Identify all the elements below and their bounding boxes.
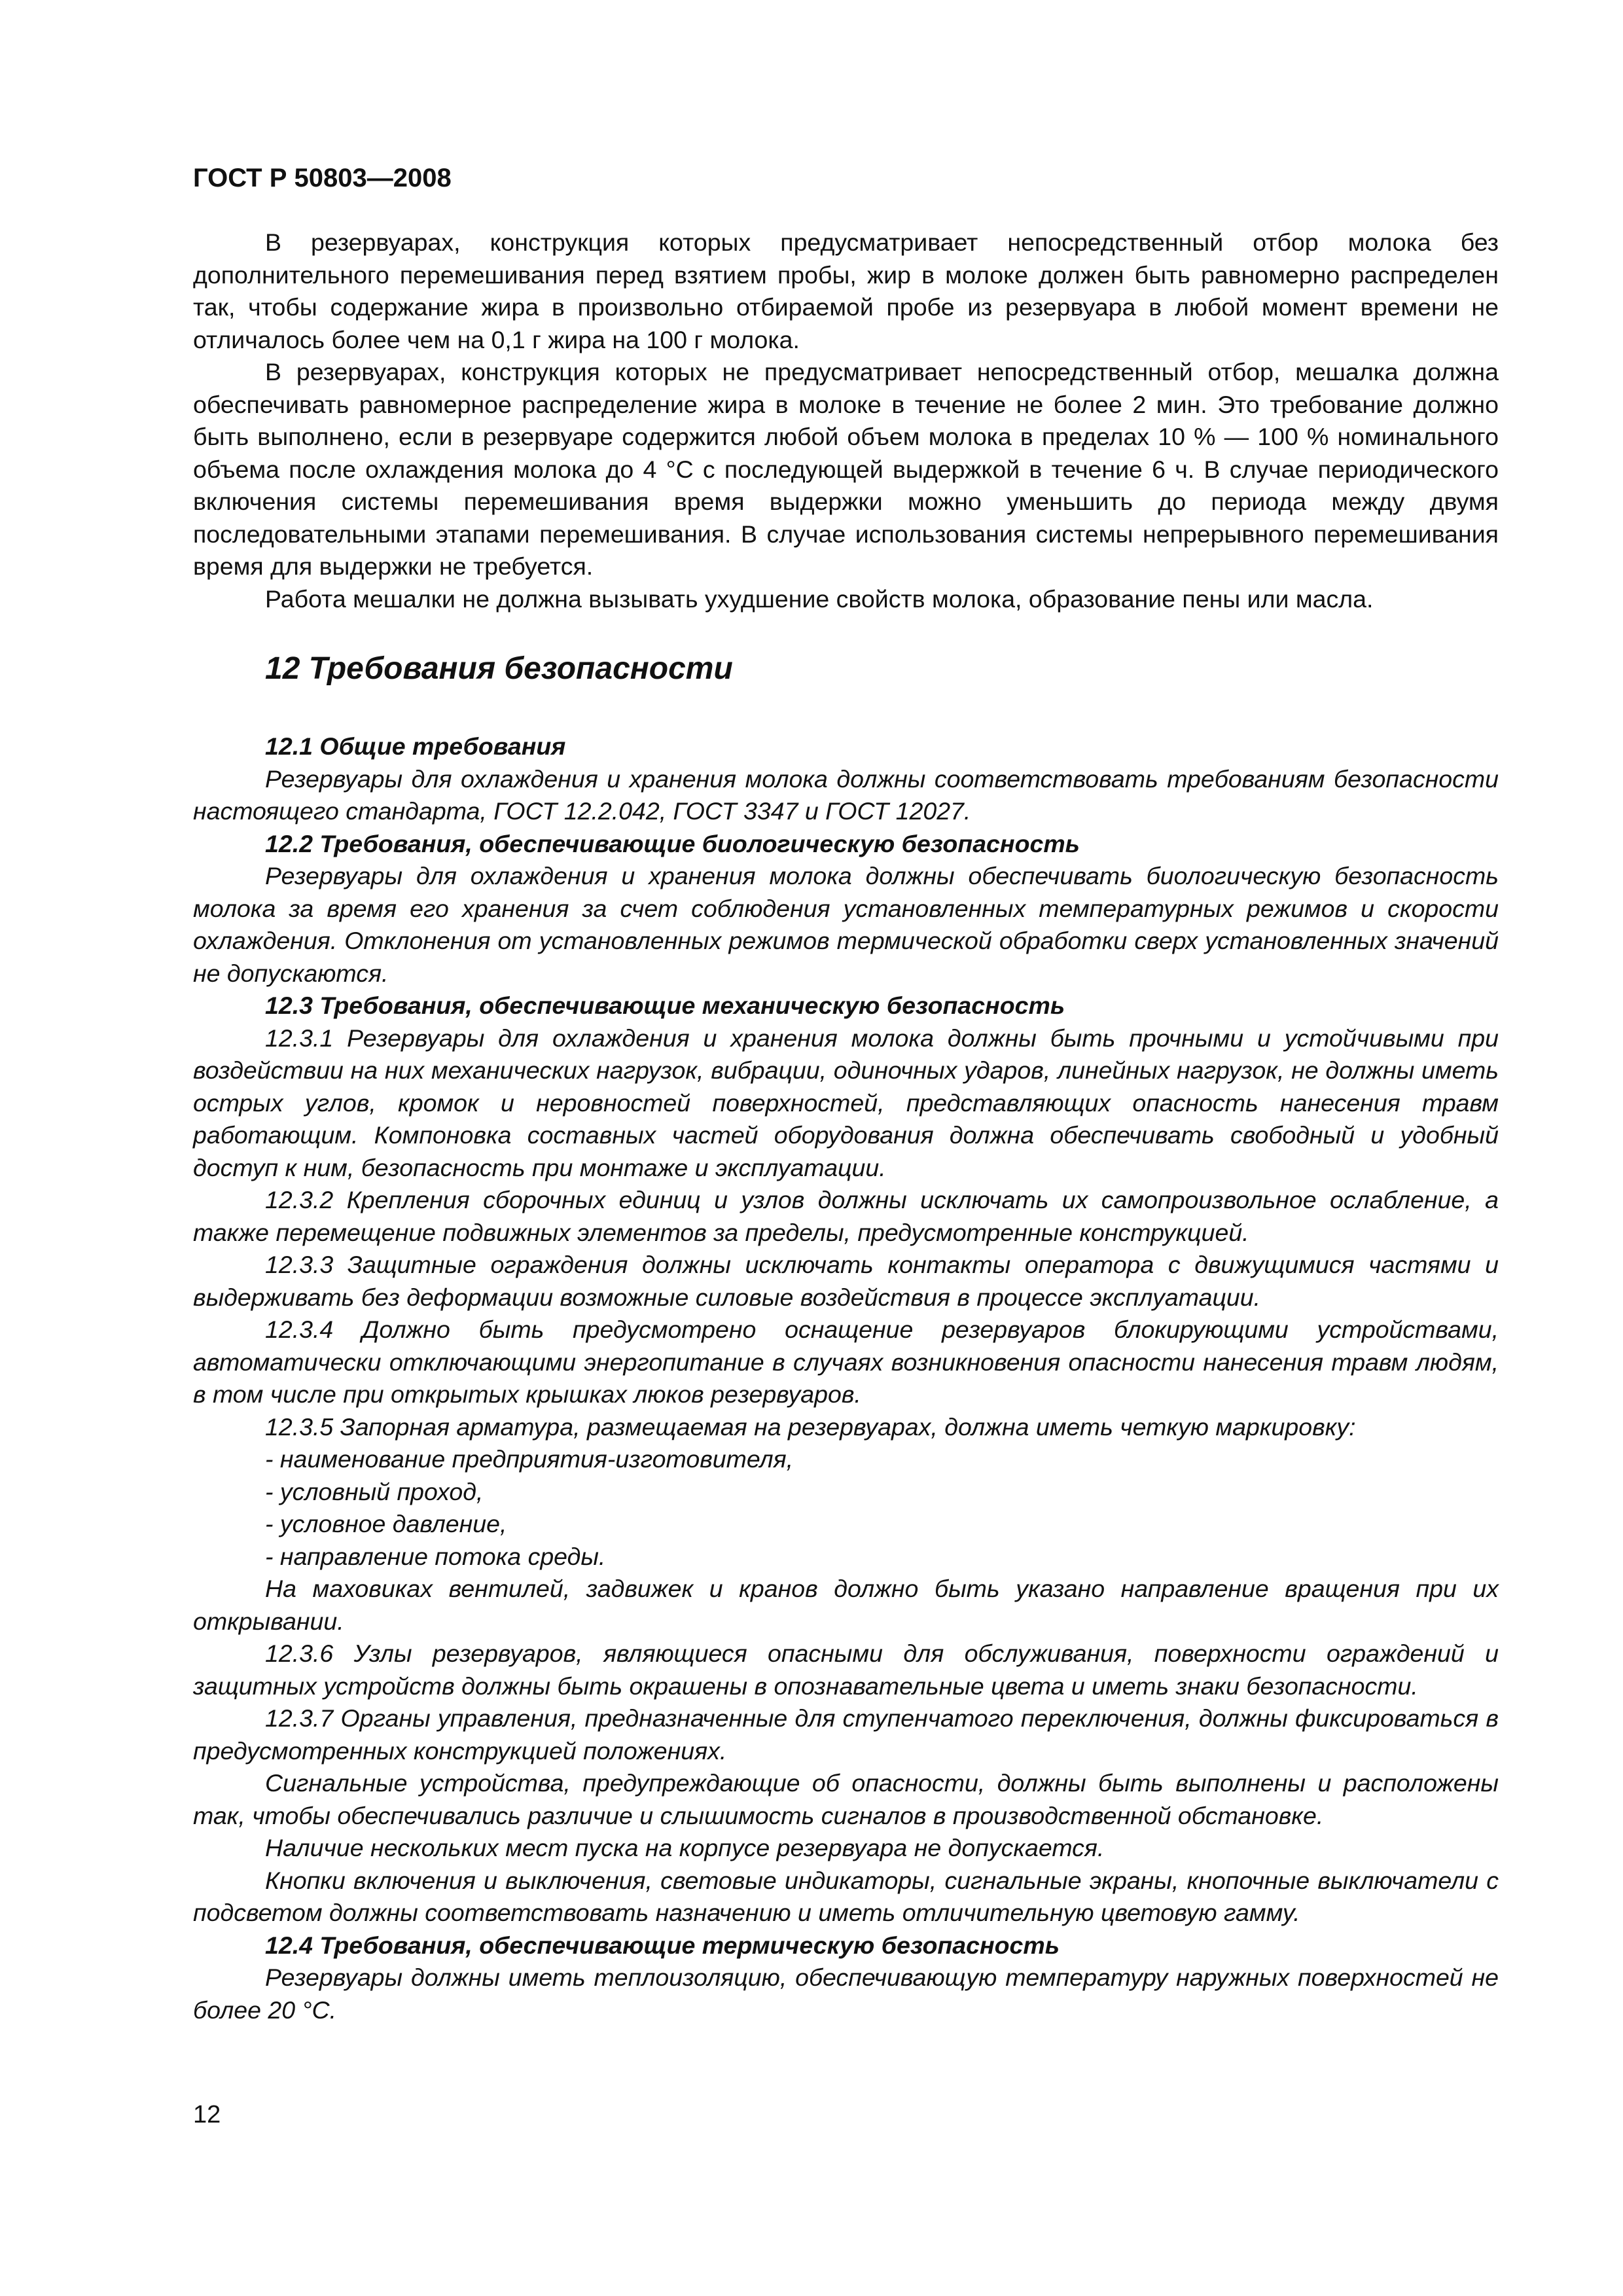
- subsection-12-2-heading: 12.2 Требования, обеспечивающие биологическую безопасность: [265, 829, 1080, 857]
- clause-12-3-1: 12.3.1 Резервуары для охлаждения и хранения молока должны быть прочными и устойчивыми при воздействии на них механических нагрузок, вибрации, одиночных ударов, линейных нагрузок, не должны иметь острых углов, кромок и неровностей поверхностей, представляющих опасность нанесения травм работающим. Компоновка составных частей оборудования должна обеспечивать свободный и удобный доступ к ним, безопасность при монтаже и эксплуатации.: [193, 1024, 1499, 1181]
- clause-12-3-2: 12.3.2 Крепления сборочных единиц и узлов должны исключать их самопроизвольное ослабление, а также перемещение подвижных элементов за пределы, предусмотренные конструкцией.: [193, 1186, 1499, 1246]
- document-body: [193, 226, 1499, 2026]
- page-number: 12: [193, 2101, 221, 2128]
- section-12-title: 12 Требования безопасности: [265, 651, 733, 686]
- subsection-12-3-heading: 12.3 Требования, обеспечивающие механическую безопасность: [265, 992, 1065, 1019]
- subsection-12-4-text: Резервуары должны иметь теплоизоляцию, обеспечивающую температуру наружных поверхностей не более 20 °С.: [193, 1964, 1499, 2024]
- clause-12-3-3: 12.3.3 Защитные ограждения должны исключать контакты оператора с движущимися частями и выдерживать без деформации возможные силовые воздействия в процессе эксплуатации.: [193, 1251, 1499, 1311]
- clause-12-3-7-start-points: Наличие нескольких мест пуска на корпусе резервуара не допускается.: [265, 1834, 1105, 1861]
- clause-12-3-7-buttons: Кнопки включения и выключения, световые индикаторы, сигнальные экраны, кнопочные выключатели с подсветом должны соответствовать назначению и иметь отличительную цветовую гамму.: [193, 1866, 1499, 1926]
- subsection-12-1-text: Резервуары для охлаждения и хранения молока должны соответствовать требованиям безопасности настоящего стандарта, ГОСТ 12.2.042, ГОСТ 3347 и ГОСТ 12027.: [193, 764, 1499, 825]
- list-item: - условный проход,: [265, 1477, 484, 1505]
- intro-paragraph-2: В резервуарах, конструкция которых не предусматривает непосредственный отбор, мешалка должна обеспечивать равномерное распределение жира в молоке в течение не более 2 мин. Это требование должно быть выполнено, если в резервуаре содержится любой объем молока в пределах 10 % — 100 % номинального объема после охлаждения молока до 4 °С с последующей выдержкой в течение 6 ч. В случае периодического включения системы перемешивания время выдержки можно уменьшить до периода между двумя последовательными этапами перемешивания. В случае использования системы непрерывного перемешивания время для выдержки не требуется.: [193, 358, 1499, 580]
- subsection-12-4-heading: 12.4 Требования, обеспечивающие термическую безопасность: [265, 1931, 1060, 1959]
- list-item: - условное давление,: [265, 1510, 507, 1537]
- list-item: - наименование предприятия-изготовителя,: [265, 1445, 794, 1473]
- clause-12-3-4: 12.3.4 Должно быть предусмотрено оснащение резервуаров блокирующими устройствами, автоматически отключающими энергопитание в случаях возникновения опасности нанесения травм людям, в том числе при открытых крышках люков резервуаров.: [193, 1316, 1499, 1408]
- intro-paragraph-3: Работа мешалки не должна вызывать ухудшение свойств молока, образование пены или масла.: [265, 584, 1374, 613]
- clause-12-3-5-note: На маховиках вентилей, задвижек и кранов должно быть указано направление вращения при их открывании.: [193, 1575, 1499, 1635]
- subsection-12-1-heading: 12.1 Общие требования: [265, 732, 566, 760]
- clause-12-3-7-signals: Сигнальные устройства, предупреждающие об опасности, должны быть выполнены и расположены так, чтобы обеспечивались различие и слышимость сигналов в производственной обстановке.: [193, 1769, 1499, 1829]
- clause-12-3-6: 12.3.6 Узлы резервуаров, являющиеся опасными для обслуживания, поверхности ограждений и защитных устройств должны быть окрашены в опознавательные цвета и иметь знаки безопасности.: [193, 1640, 1499, 1700]
- clause-12-3-5: 12.3.5 Запорная арматура, размещаемая на резервуарах, должна иметь четкую маркировку:: [265, 1412, 1356, 1441]
- list-item: - направление потока среды.: [265, 1542, 606, 1570]
- intro-paragraph-1: В резервуарах, конструкция которых предусматривает непосредственный отбор молока без дополнительного перемешивания перед взятием пробы, жир в молоке должен быть равномерно распределен так, чтобы содержание жира в произвольно отбираемой пробе из резервуара в любой момент времени не отличалось более чем на 0,1 г жира на 100 г молока.: [193, 228, 1499, 353]
- document-header: ГОСТ Р 50803—2008: [193, 164, 452, 192]
- clause-12-3-7: 12.3.7 Органы управления, предназначенные для ступенчатого переключения, должны фиксироваться в предусмотренных конструкцией положениях.: [193, 1704, 1499, 1765]
- subsection-12-2-text: Резервуары для охлаждения и хранения молока должны обеспечивать биологическую безопасность молока за время его хранения за счет соблюдения установленных температурных режимов и скорости охлаждения. Отклонения от установленных режимов термической обработки сверх установленных значений не допускаются.: [193, 862, 1499, 987]
